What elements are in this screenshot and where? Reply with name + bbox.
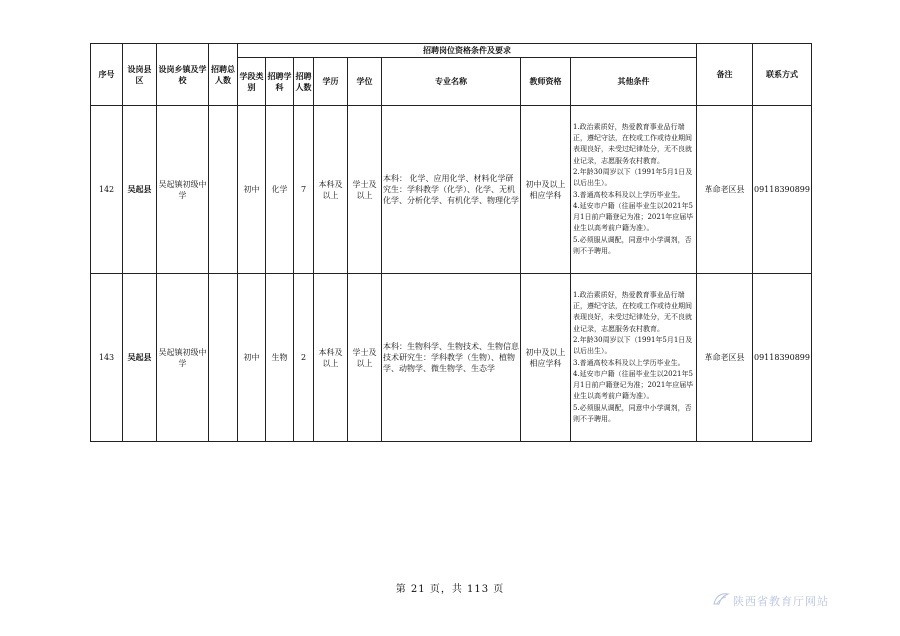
cell-count: 7 bbox=[294, 106, 314, 274]
recruitment-table bbox=[90, 43, 812, 442]
header-total: 招聘总人数 bbox=[209, 44, 238, 106]
cell-stage: 初中 bbox=[238, 274, 266, 442]
header-other: 其他条件 bbox=[571, 58, 697, 106]
cell-cert: 初中及以上相应学科 bbox=[521, 106, 571, 274]
cell-county: 吴起县 bbox=[123, 274, 157, 442]
cell-stage: 初中 bbox=[238, 106, 266, 274]
table-row bbox=[91, 274, 812, 442]
other-item: 3.普通高校本科及以上学历毕业生。 bbox=[573, 358, 685, 367]
cell-school: 吴起镇初级中学 bbox=[157, 274, 209, 442]
cell-total bbox=[209, 274, 238, 442]
watermark-text: 陕西省教育厅网站 bbox=[733, 595, 829, 608]
other-item: 2.年龄30周岁以下（1991年5月1日及以后出生）。 bbox=[573, 167, 693, 188]
cell-education: 本科及以上 bbox=[314, 106, 348, 274]
cell-education: 本科及以上 bbox=[314, 274, 348, 442]
cell-major: 本科：生物科学、生物技术、生物信息技术研究生：学科教学（生物）、植物学、动物学、微生物学、生态学 bbox=[382, 274, 521, 442]
other-item: 1.政治素质好，热爱教育事业品行端正，遵纪守法，在校或工作或待业期间表现良好，未受过纪律处分，无不良就业记录，志愿服务农村教育。 bbox=[573, 122, 692, 165]
header-major: 专业名称 bbox=[382, 58, 521, 106]
header-degree: 学位 bbox=[348, 58, 382, 106]
other-item: 4.延安市户籍（往届毕业生以2021年5月1日前户籍登记为准；2021年应届毕业生以高考前户籍为准）。 bbox=[573, 369, 694, 401]
other-item: 2.年龄30周岁以下（1991年5月1日及以后出生）。 bbox=[573, 335, 693, 356]
cell-seq: 142 bbox=[91, 106, 123, 274]
cell-count: 2 bbox=[294, 274, 314, 442]
other-item: 1.政治素质好，热爱教育事业品行端正，遵纪守法，在校或工作或待业期间表现良好，未受过纪律处分，无不良就业记录，志愿服务农村教育。 bbox=[573, 290, 692, 333]
cell-other bbox=[571, 274, 697, 442]
header-contact: 联系方式 bbox=[753, 44, 812, 106]
header-education: 学历 bbox=[314, 58, 348, 106]
cell-seq: 143 bbox=[91, 274, 123, 442]
table-row bbox=[91, 106, 812, 274]
cell-remark: 革命老区县 bbox=[697, 274, 753, 442]
cell-contact: 09118390899 bbox=[753, 274, 812, 442]
cell-subject: 生物 bbox=[266, 274, 294, 442]
other-item: 5.必须服从调配，同意中小学调剂，否则不予聘用。 bbox=[573, 403, 692, 423]
other-item: 3.普通高校本科及以上学历毕业生。 bbox=[573, 190, 685, 199]
header-conditions-title: 招聘岗位资格条件及要求 bbox=[238, 44, 697, 58]
header-remark: 备注 bbox=[697, 44, 753, 106]
cell-remark: 革命老区县 bbox=[697, 106, 753, 274]
cell-degree: 学士及以上 bbox=[348, 274, 382, 442]
cell-school: 吴起镇初级中学 bbox=[157, 106, 209, 274]
cell-cert: 初中及以上相应学科 bbox=[521, 274, 571, 442]
cell-other bbox=[571, 106, 697, 274]
other-item: 4.延安市户籍（往届毕业生以2021年5月1日前户籍登记为准；2021年应届毕业生以高考前户籍为准）。 bbox=[573, 201, 694, 233]
watermark-logo-icon bbox=[712, 592, 730, 606]
cell-major: 本科： 化学、应用化学、材料化学研究生：学科教学（化学）、化学、无机化学、分析化学、有机化学、物理化学 bbox=[382, 106, 521, 274]
other-item: 5.必须服从调配，同意中小学调剂，否则不予聘用。 bbox=[573, 235, 692, 255]
page-number: 第 21 页，共 113 页 bbox=[395, 584, 505, 595]
header-teacher-cert: 教师资格 bbox=[521, 58, 571, 106]
header-count: 招聘人数 bbox=[294, 58, 314, 106]
cell-degree: 学士及以上 bbox=[348, 106, 382, 274]
header-seq: 序号 bbox=[91, 44, 123, 106]
header-town-school: 设岗乡镇及学校 bbox=[157, 44, 209, 106]
header-subject: 招聘学科 bbox=[266, 58, 294, 106]
header-county: 设岗县区 bbox=[123, 44, 157, 106]
header-stage: 学段类别 bbox=[238, 58, 266, 106]
cell-county: 吴起县 bbox=[123, 106, 157, 274]
cell-total bbox=[209, 106, 238, 274]
cell-contact: 09118390899 bbox=[753, 106, 812, 274]
cell-subject: 化学 bbox=[266, 106, 294, 274]
